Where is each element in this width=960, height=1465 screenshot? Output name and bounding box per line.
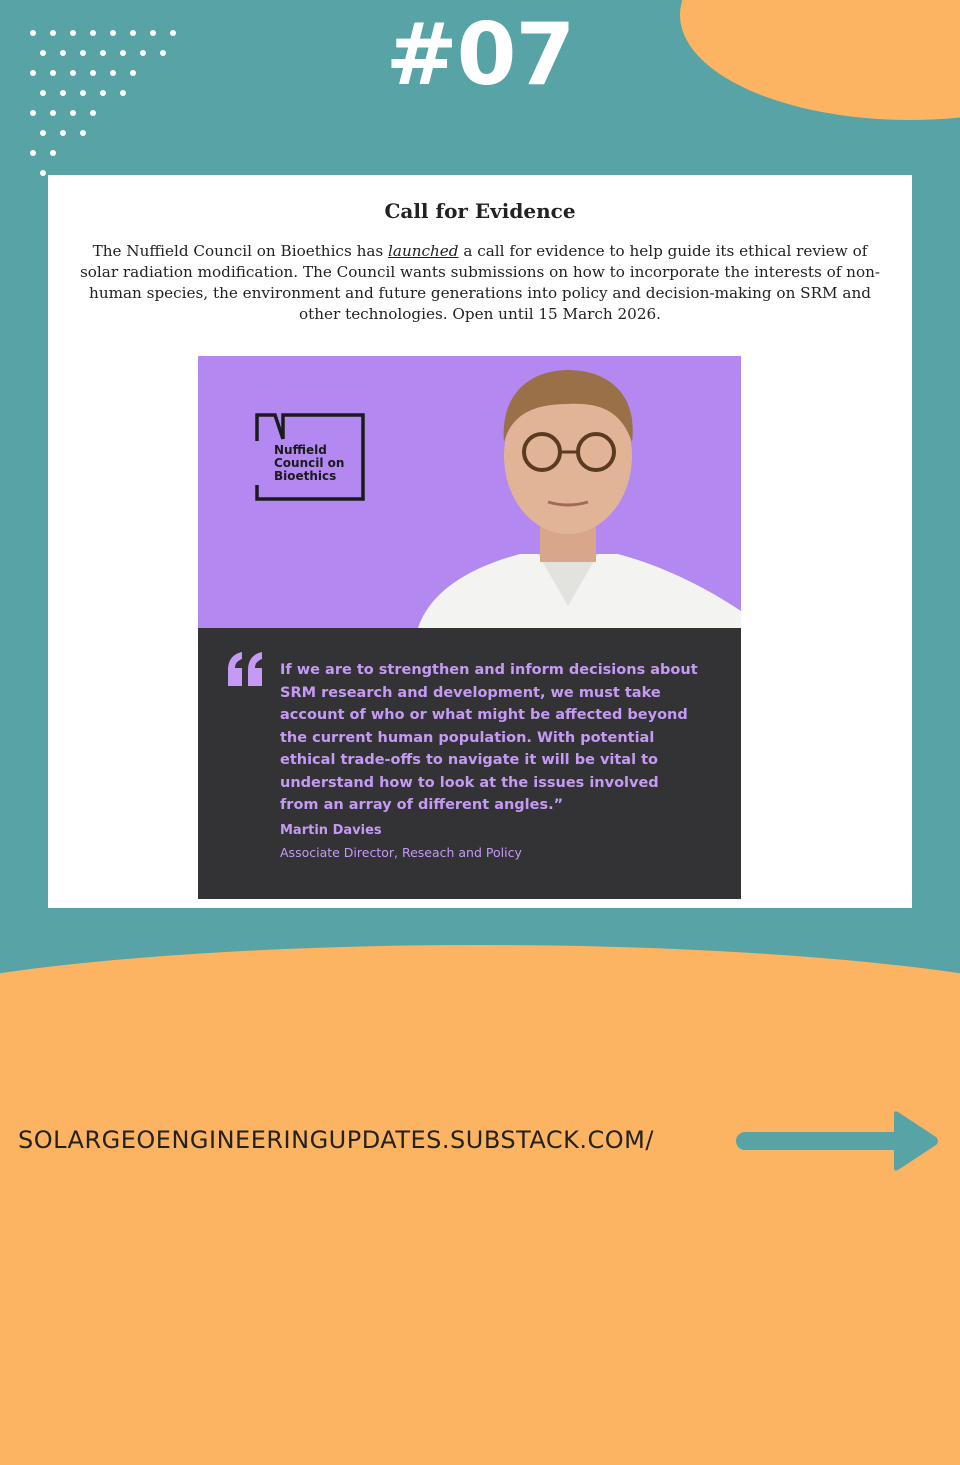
decorative-dot xyxy=(50,110,56,116)
card-body-rest: a call for evidence to help guide its ethical review of solar radiation modification. The Council wants submissions on how to incorporate the interests of non-human species, the environment and future generations into policy and decision-making on SRM and other technologies. Open until 15 March 2026. xyxy=(79,242,881,323)
launched-link[interactable]: launched xyxy=(388,242,459,260)
author-role: Associate Director, Reseach and Policy xyxy=(280,845,522,860)
quote-graphic xyxy=(198,356,741,899)
decorative-dot xyxy=(90,110,96,116)
quote-mark-icon xyxy=(226,652,264,686)
evidence-card xyxy=(48,175,912,908)
graphic-header xyxy=(198,356,741,628)
quote-author: Martin Davies xyxy=(280,823,382,838)
logo-line: Nuffield xyxy=(274,443,327,457)
decorative-dot xyxy=(40,130,46,136)
portrait-photo xyxy=(408,356,741,628)
decorative-dot xyxy=(70,110,76,116)
logo-line: Bioethics xyxy=(274,469,337,483)
quote-text: If we are to strengthen and inform decisions about SRM research and development, we must take account of who or what might be affected beyond the current human population. With potential ethical trade-offs to navigate it will be vital to understand how to look at the issues involved from an array of different angles.” xyxy=(280,662,698,813)
logo-line: Council on xyxy=(274,456,345,470)
decorative-dot xyxy=(50,150,56,156)
decorative-dot xyxy=(80,130,86,136)
issue-number: #07 xyxy=(385,5,575,105)
arrow-right-icon[interactable] xyxy=(734,1110,940,1172)
decorative-dot xyxy=(40,170,46,176)
decorative-dot xyxy=(30,110,36,116)
card-body-intro: The Nuffield Council on Bioethics has xyxy=(92,242,389,260)
orange-wave-bottom xyxy=(0,945,960,1465)
substack-url[interactable]: SOLARGEOENGINEERINGUPDATES.SUBSTACK.COM/ xyxy=(18,1126,654,1154)
decorative-dot xyxy=(60,130,66,136)
decorative-dot xyxy=(30,150,36,156)
card-title: Call for Evidence xyxy=(384,199,576,223)
logo-text xyxy=(274,444,344,483)
nuffield-logo xyxy=(253,411,365,503)
card-body xyxy=(72,241,888,325)
